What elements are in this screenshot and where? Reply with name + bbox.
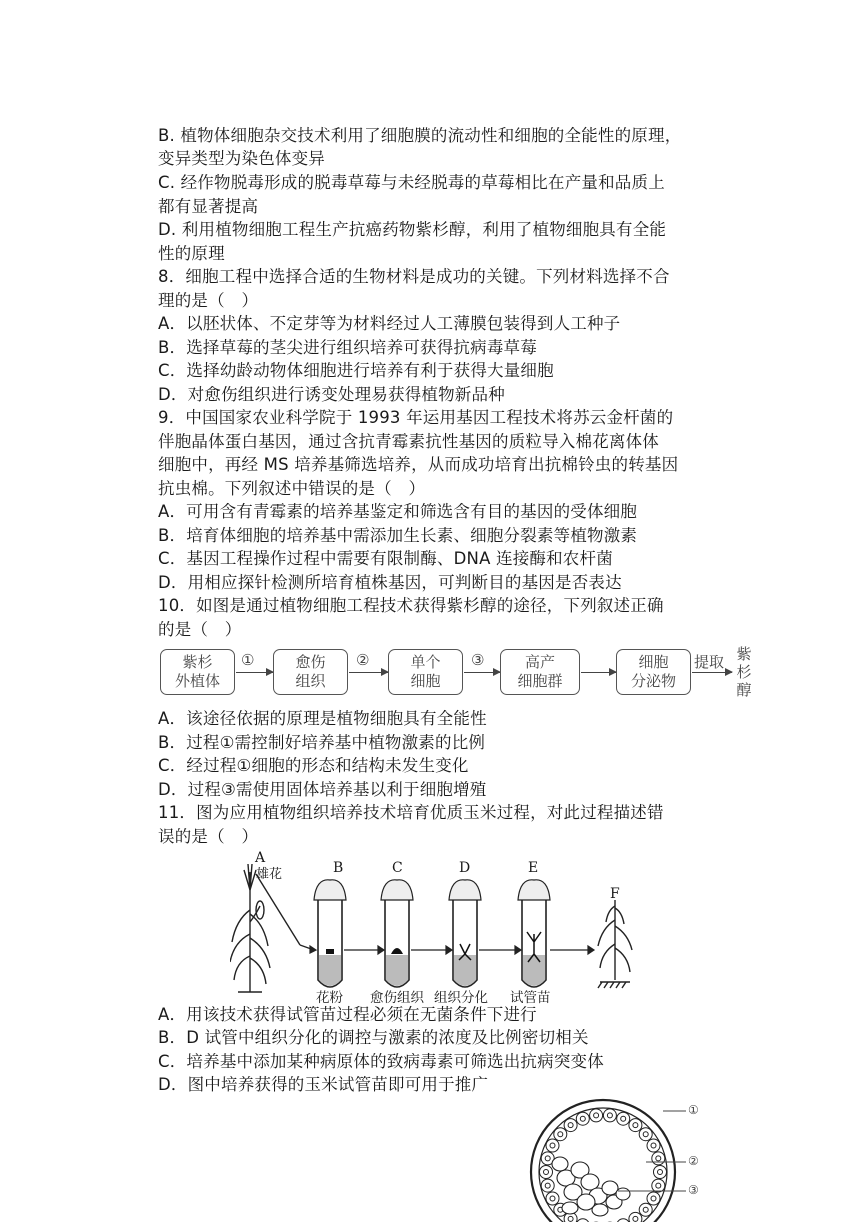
option-line: B．D 试管中组织分化的调控与激素的浓度及比例密切相关 — [158, 1028, 589, 1047]
option-line: C．培养基中添加某种病原体的致病毒素可筛选出抗病突变体 — [158, 1052, 604, 1071]
ring-cell-nucleus — [545, 1156, 550, 1161]
ring-cell-nucleus — [568, 1123, 573, 1128]
flow-box-secretion — [616, 649, 691, 695]
option-line: D．用相应探针检测所培育植株基因，可判断目的基因是否表达 — [158, 573, 622, 592]
ring-cell-nucleus — [550, 1196, 555, 1201]
option-line: 性的原理 — [158, 244, 225, 263]
ring-cell-nucleus — [633, 1123, 638, 1128]
embryo-cell-figure — [528, 1090, 728, 1222]
option-line: C．经过程①细胞的形态和结构未发生变化 — [158, 756, 469, 775]
flow-end-char: 醇 — [736, 681, 752, 699]
flow-box-text: 高产 — [524, 653, 555, 671]
cell-label-2: ② — [688, 1154, 699, 1168]
ring-cell-nucleus — [545, 1183, 550, 1188]
flow-end-char: 杉 — [736, 663, 752, 681]
corn-plant-icon — [230, 864, 300, 992]
corn-label-a: A — [255, 850, 266, 866]
flow-box-text: 细胞 — [410, 672, 441, 690]
option-line: C. 经作物脱毒形成的脱毒草莓与未经脱毒的草莓相比在产量和品质上 — [158, 173, 665, 192]
ring-cell-nucleus — [643, 1207, 648, 1212]
option-line: 都有显著提高 — [158, 197, 259, 216]
question-stem: 伴胞晶体蛋白基因，通过含抗青霉素抗性基因的质粒导入棉花离体体 — [158, 432, 659, 451]
ring-cell-nucleus — [580, 1116, 585, 1121]
flow-box-text: 紫杉 — [182, 653, 213, 671]
option-line: B．选择草莓的茎尖进行组织培养可获得抗病毒草莓 — [158, 338, 537, 357]
ring-cell-nucleus — [558, 1132, 563, 1137]
flow-box-text: 单个 — [410, 653, 441, 671]
corn-label-e: E — [528, 860, 539, 876]
option-line: B．过程①需控制好培养基中植物激素的比例 — [158, 733, 486, 752]
option-line: C．选择幼龄动物体细胞进行培养有利于获得大量细胞 — [158, 361, 554, 380]
corn-culture-figure — [230, 850, 650, 1005]
flow-arrow — [236, 672, 273, 673]
ring-cell-nucleus — [656, 1156, 661, 1161]
flow-box-callus — [273, 649, 348, 695]
option-line: C．基因工程操作过程中需要有限制酶、DNA 连接酶和农杆菌 — [158, 549, 613, 568]
ring-cell-nucleus — [633, 1216, 638, 1221]
ring-cell-nucleus — [651, 1143, 656, 1148]
question-stem: 误的是（ ） — [158, 827, 259, 846]
option-line: A．用该技术获得试管苗过程必须在无菌条件下进行 — [158, 1005, 537, 1024]
flow-step-2: ② — [356, 651, 370, 669]
question-stem: 10．如图是通过植物细胞工程技术获得紫杉醇的途径，下列叙述正确 — [158, 596, 664, 615]
option-line: D. 利用植物细胞工程生产抗癌药物紫杉醇，利用了植物细胞具有全能 — [158, 220, 667, 239]
ring-cell-nucleus — [544, 1170, 549, 1175]
question-stem: 11．图为应用植物组织培养技术培育优质玉米过程，对此过程描述错 — [158, 803, 664, 822]
flow-arrow — [581, 672, 616, 673]
flow-box-text: 愈伤 — [295, 653, 326, 671]
taxol-flow-diagram — [158, 647, 758, 707]
flow-step-1: ① — [241, 651, 255, 669]
corn-figure-svg — [230, 850, 650, 1005]
option-line: D．图中培养获得的玉米试管苗即可用于推广 — [158, 1075, 489, 1094]
question-stem: 9．中国国家农业科学院于 1993 年运用基因工程技术将苏云金杆菌的 — [158, 408, 674, 427]
ring-cell-nucleus — [656, 1183, 661, 1188]
ring-cell-nucleus — [643, 1132, 648, 1137]
question-stem: 抗虫棉。下列叙述中错误的是（ ） — [158, 479, 426, 498]
ring-cell-nucleus — [568, 1216, 573, 1221]
ring-cell-nucleus — [594, 1113, 599, 1118]
flow-arrow — [464, 672, 500, 673]
option-line: D．对愈伤组织进行诱变处理易获得植物新品种 — [158, 385, 505, 404]
flow-step-extract: 提取 — [694, 653, 725, 671]
flow-box-text: 外植体 — [174, 672, 220, 690]
flow-arrow — [692, 672, 732, 673]
flow-box-single-cell — [388, 649, 463, 695]
option-line: A．以胚状体、不定芽等为材料经过人工薄膜包装得到人工种子 — [158, 314, 621, 333]
plantlet-f-icon — [598, 900, 632, 988]
flow-end-product — [735, 645, 753, 699]
culture-medium — [319, 955, 545, 986]
ring-cell-nucleus — [550, 1143, 555, 1148]
ring-cell-nucleus — [621, 1116, 626, 1121]
test-tubes — [318, 898, 546, 987]
flow-box-text: 细胞 — [638, 653, 669, 671]
caption-pollen: 花粉 — [316, 990, 343, 1006]
question-stem: 8．细胞工程中选择合适的生物材料是成功的关键。下列材料选择不合 — [158, 267, 670, 286]
caption-callus: 愈伤组织 — [370, 990, 424, 1006]
tube-caps — [314, 880, 550, 900]
corn-arrows — [300, 945, 594, 954]
flow-box-high-yield — [500, 649, 580, 695]
ring-cell-nucleus — [607, 1113, 612, 1118]
option-line: D．过程③需使用固体培养基以利于细胞增殖 — [158, 780, 487, 799]
flow-step-3: ③ — [471, 651, 485, 669]
option-line: A．该途径依据的原理是植物细胞具有全能性 — [158, 709, 487, 728]
cell-label-3: ③ — [688, 1183, 699, 1197]
caption-plantlet: 试管苗 — [510, 990, 551, 1006]
option-line: 变异类型为染色体变异 — [158, 149, 325, 168]
male-flower-label: 雄花 — [256, 867, 283, 882]
question-stem: 细胞中，再经 MS 培养基筛选培养，从而成功培育出抗棉铃虫的转基因 — [158, 455, 679, 474]
corn-label-c: C — [392, 860, 403, 876]
pollen-mark — [326, 949, 334, 954]
cell-label-1: ① — [688, 1103, 699, 1117]
flow-box-text: 组织 — [295, 672, 326, 690]
flow-box-text: 细胞群 — [517, 672, 563, 690]
flow-box-text: 分泌物 — [630, 672, 676, 690]
question-stem: 的是（ ） — [158, 620, 242, 639]
option-line: B. 植物体细胞杂交技术利用了细胞膜的流动性和细胞的全能性的原理， — [158, 126, 682, 145]
flow-box-explant — [160, 649, 235, 695]
flow-arrow — [349, 672, 388, 673]
ring-cell-nucleus — [651, 1196, 656, 1201]
corn-label-d: D — [459, 860, 471, 876]
flow-end-char: 紫 — [736, 645, 752, 663]
option-line: A．可用含有青霉素的培养基鉴定和筛选含有目的基因的受体细胞 — [158, 502, 638, 521]
option-line: B．培育体细胞的培养基中需添加生长素、细胞分裂素等植物激素 — [158, 526, 638, 545]
corn-label-b: B — [333, 860, 344, 876]
question-stem: 理的是（ ） — [158, 291, 259, 310]
ring-cell-nucleus — [658, 1170, 663, 1175]
corn-label-f: F — [610, 886, 620, 902]
caption-differentiation: 组织分化 — [434, 990, 488, 1006]
